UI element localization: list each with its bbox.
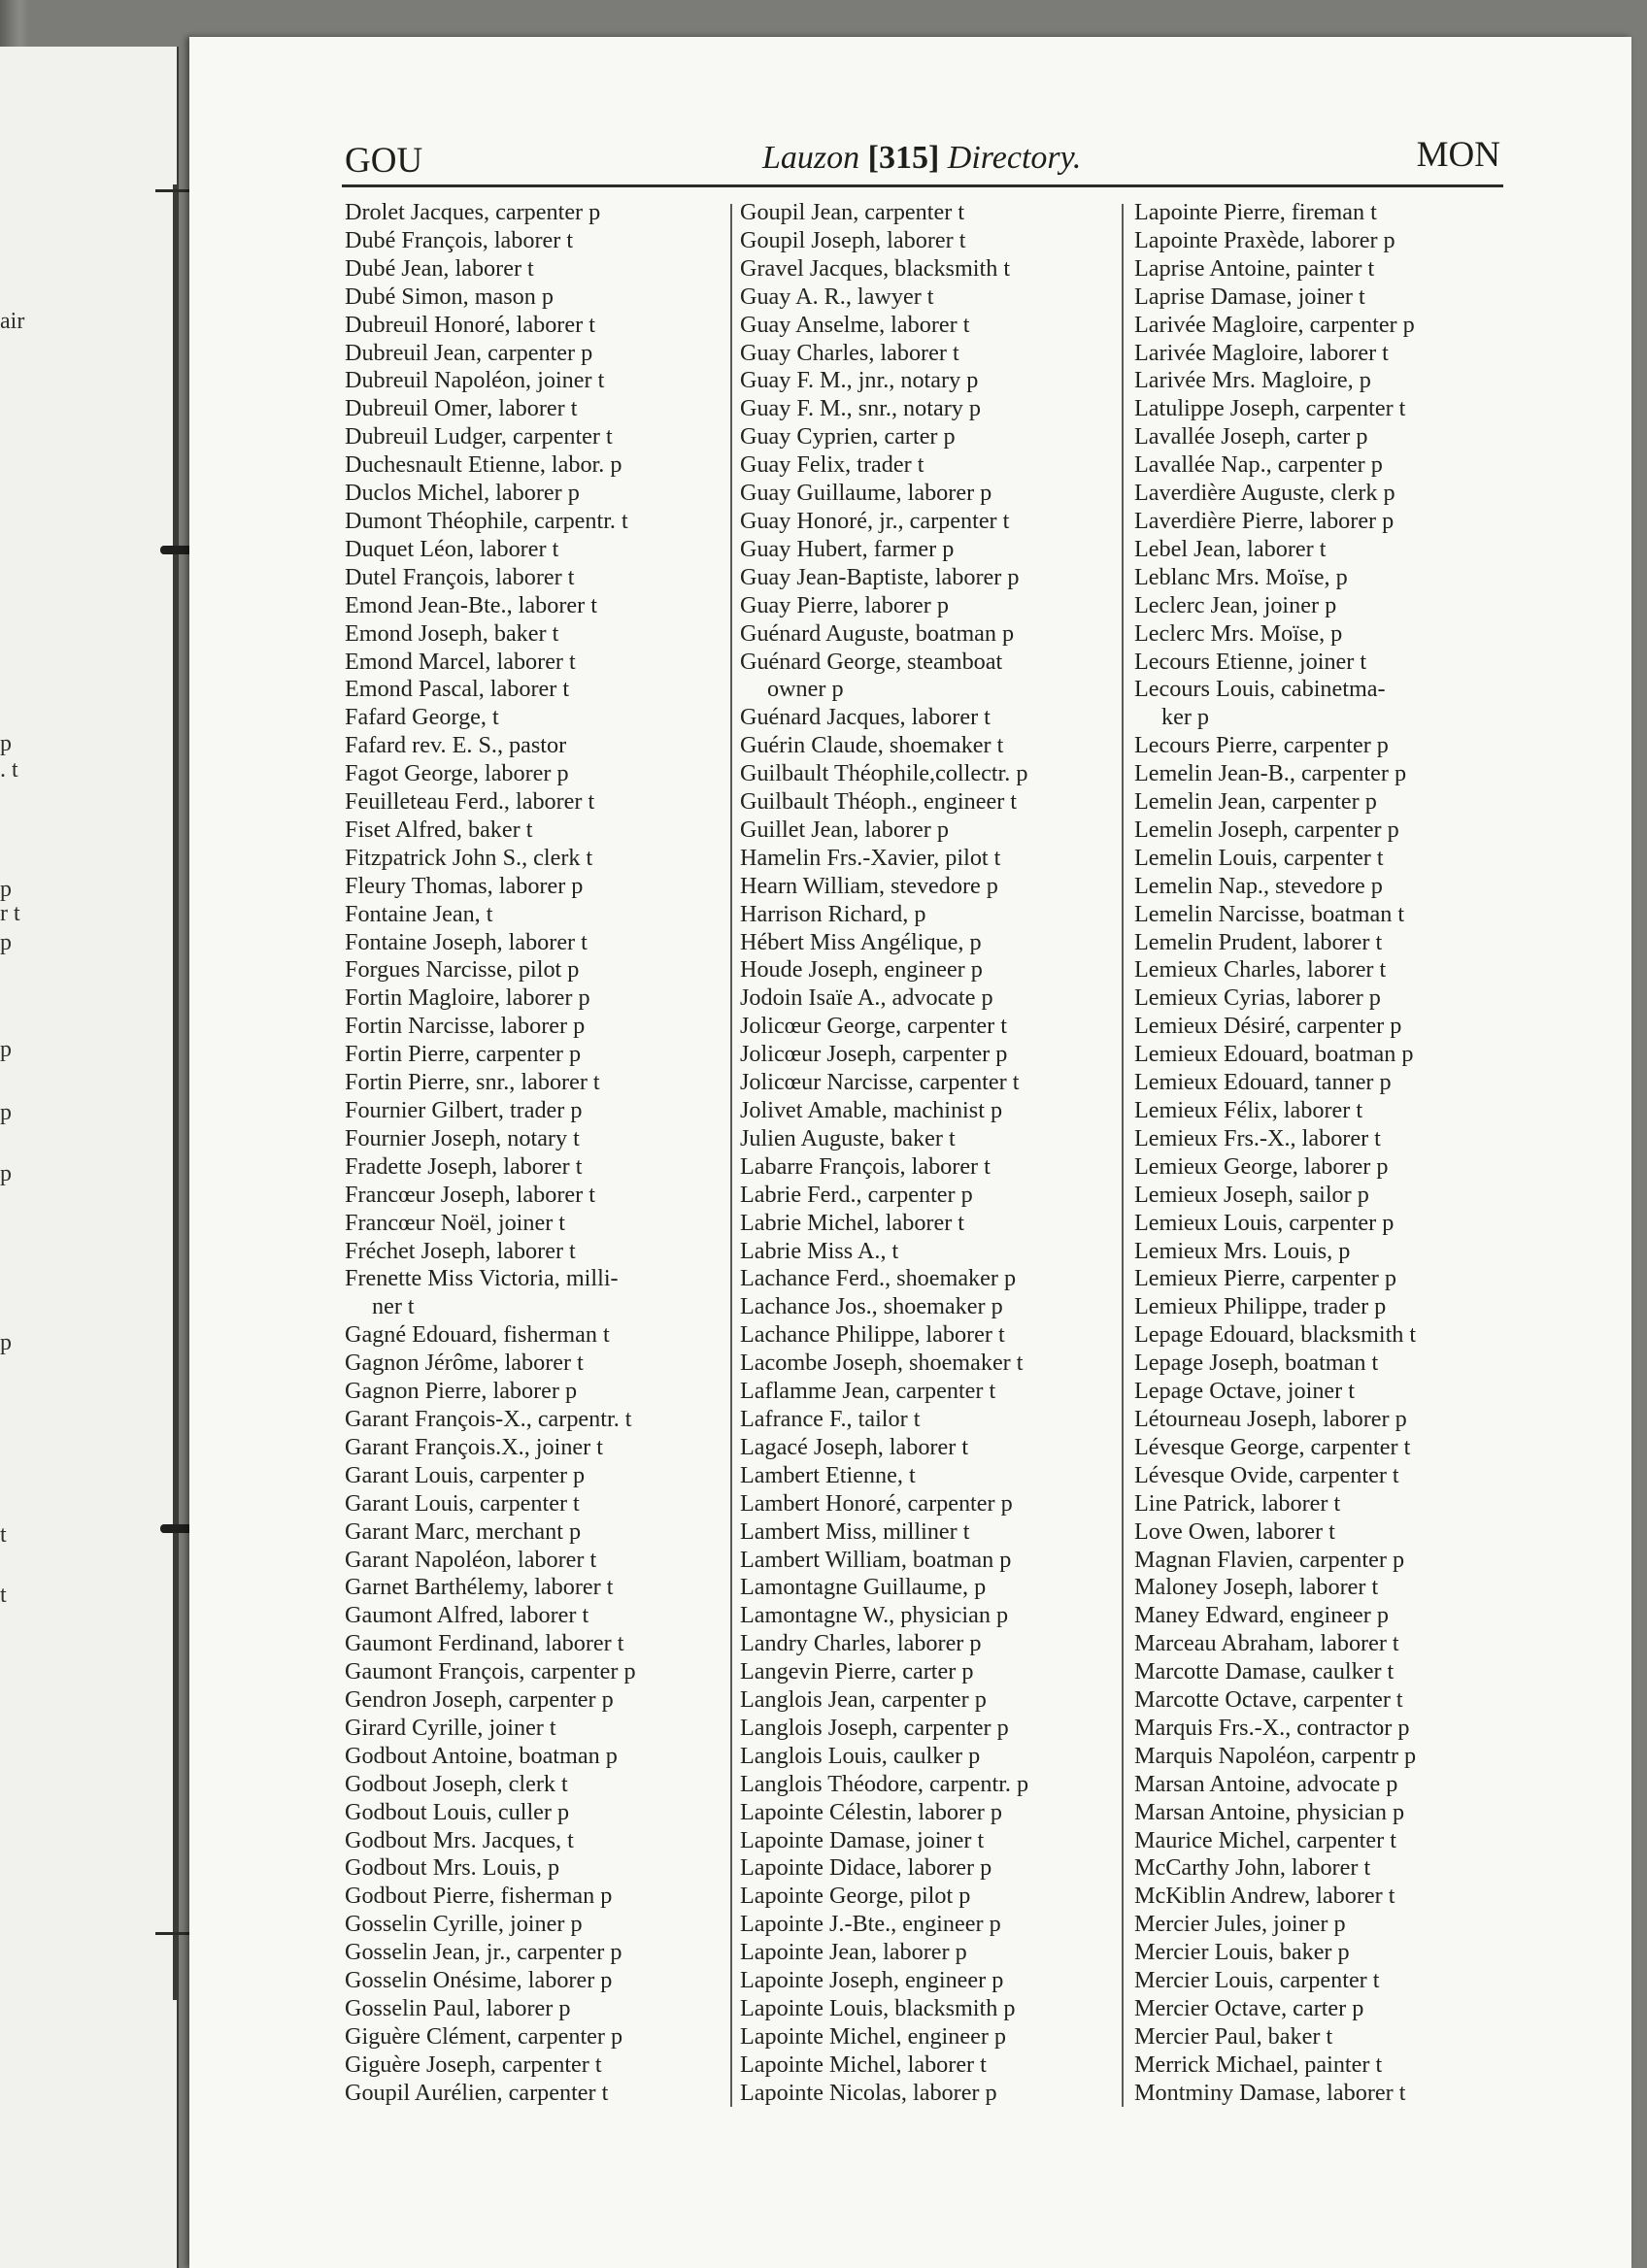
directory-entry: Laverdière Pierre, laborer p <box>1134 507 1395 534</box>
directory-entry: Mercier Jules, joiner p <box>1134 1911 1346 1938</box>
directory-entry: Dutel François, laborer t <box>345 563 575 590</box>
directory-entry: Dubreuil Jean, carpenter p <box>345 339 593 366</box>
directory-entry: Gosselin Onésime, laborer p <box>345 1967 613 1994</box>
directory-entry: Lemieux Edouard, tanner p <box>1134 1069 1392 1096</box>
directory-entry: Lemelin Prudent, laborer t <box>1134 928 1383 955</box>
directory-entry: Gosselin Cyrille, joiner p <box>345 1911 583 1938</box>
directory-entry: Fortin Pierre, carpenter p <box>345 1041 582 1068</box>
directory-entry: Dubreuil Napoléon, joiner t <box>345 367 605 394</box>
directory-entry: Lapointe Nicolas, laborer p <box>740 2079 997 2106</box>
directory-entry: Lemieux Cyrias, laborer p <box>1134 984 1381 1012</box>
directory-entry: Lemieux Philippe, trader p <box>1134 1293 1387 1320</box>
directory-entry: Marcotte Octave, carpenter t <box>1134 1686 1403 1714</box>
directory-entry: Jolicœur Narcisse, carpenter t <box>740 1069 1020 1096</box>
directory-entry: Francœur Joseph, laborer t <box>345 1181 595 1208</box>
previous-page-fragment: p <box>0 877 12 902</box>
directory-entry: Lachance Ferd., shoemaker p <box>740 1265 1017 1292</box>
directory-entry: Lemieux Charles, laborer t <box>1134 956 1387 984</box>
directory-entry: Houde Joseph, engineer p <box>740 956 983 984</box>
directory-entry: Garant Marc, merchant p <box>345 1518 582 1545</box>
directory-entry: Lemelin Nap., stevedore p <box>1134 872 1383 899</box>
directory-entry: Hébert Miss Angélique, p <box>740 928 982 955</box>
directory-entry: Lambert Honoré, carpenter p <box>740 1489 1013 1517</box>
directory-entry: Gaumont Ferdinand, laborer t <box>345 1630 624 1657</box>
directory-entry: Guay F. M., snr., notary p <box>740 395 981 422</box>
directory-entry: Garnet Barthélemy, laborer t <box>345 1574 614 1601</box>
directory-entry: Lemieux Désiré, carpenter p <box>1134 1013 1402 1040</box>
directory-entry: Fiset Alfred, baker t <box>345 816 533 843</box>
running-header <box>345 134 1500 184</box>
directory-entry: Labarre François, laborer t <box>740 1152 991 1180</box>
directory-entry: Guay Anselme, laborer t <box>740 311 970 338</box>
previous-page-fragment: p <box>0 731 12 756</box>
directory-entry: Fortin Magloire, laborer p <box>345 984 590 1012</box>
directory-entry: Mercier Octave, carter p <box>1134 1995 1364 2021</box>
directory-column-3 <box>1134 199 1523 2108</box>
directory-entry: Lagacé Joseph, laborer t <box>740 1433 969 1460</box>
directory-entry: Larivée Magloire, laborer t <box>1134 339 1389 366</box>
directory-entry: Gagné Edouard, fisherman t <box>345 1321 610 1349</box>
page-title <box>762 140 1081 177</box>
previous-page-fragment: air <box>0 309 25 334</box>
directory-entry: Lemieux Félix, laborer t <box>1134 1097 1363 1123</box>
directory-column-1 <box>345 199 733 2108</box>
directory-entry: Lavallée Joseph, carter p <box>1134 423 1368 450</box>
directory-entry: Lapointe Célestin, laborer p <box>740 1798 1003 1825</box>
directory-entry: Guay Guillaume, laborer p <box>740 480 992 507</box>
directory-entry: Fontaine Jean, t <box>345 900 493 927</box>
directory-entry: McCarthy John, laborer t <box>1134 1854 1371 1882</box>
directory-entry: Line Patrick, laborer t <box>1134 1489 1341 1517</box>
directory-entry: Guay Cyprien, carter p <box>740 423 956 450</box>
directory-entry: Lepage Octave, joiner t <box>1134 1378 1355 1405</box>
directory-entry: Garant Napoléon, laborer t <box>345 1546 597 1573</box>
previous-page-edge <box>0 47 179 2268</box>
directory-entry: Marquis Frs.-X., contractor p <box>1134 1714 1410 1741</box>
directory-entry: Francœur Noël, joiner t <box>345 1209 566 1236</box>
directory-entry: Larivée Magloire, carpenter p <box>1134 311 1415 338</box>
right-guide-word: MON <box>1416 135 1500 175</box>
directory-entry: Dubreuil Honoré, laborer t <box>345 311 595 338</box>
directory-entry: Godbout Mrs. Louis, p <box>345 1854 560 1882</box>
directory-entry: Guénard Auguste, boatman p <box>740 619 1015 647</box>
directory-entry: Fortin Pierre, snr., laborer t <box>345 1069 600 1096</box>
directory-entry: Guénard Jacques, laborer t <box>740 704 991 731</box>
directory-entry: Gagnon Jérôme, laborer t <box>345 1350 584 1377</box>
directory-entry: Lapointe Louis, blacksmith p <box>740 1995 1016 2021</box>
directory-entry: Lecours Pierre, carpenter p <box>1134 732 1389 759</box>
directory-entry: Dubé François, laborer t <box>345 226 574 253</box>
directory-entry: Emond Jean-Bte., laborer t <box>345 591 597 618</box>
directory-entry: Merrick Michael, painter t <box>1134 2051 1383 2078</box>
directory-entry: Lamontagne W., physician p <box>740 1602 1009 1629</box>
directory-entry: Magnan Flavien, carpenter p <box>1134 1546 1405 1573</box>
directory-entry: Dubreuil Omer, laborer t <box>345 395 578 422</box>
directory-entry: Emond Marcel, laborer t <box>345 648 576 675</box>
directory-entry: Jolivet Amable, machinist p <box>740 1097 1003 1123</box>
directory-entry: Lemelin Louis, carpenter t <box>1134 844 1384 871</box>
directory-entry: Lacombe Joseph, shoemaker t <box>740 1350 1024 1377</box>
directory-entry: Lemelin Jean-B., carpenter p <box>1134 760 1407 787</box>
directory-entry: Guénard George, steamboat <box>740 648 1003 675</box>
directory-entry: Lemieux Frs.-X., laborer t <box>1134 1124 1381 1151</box>
directory-entry: Hearn William, stevedore p <box>740 872 998 899</box>
directory-entry: Love Owen, laborer t <box>1134 1518 1335 1545</box>
previous-page-fragment: p <box>0 1037 12 1062</box>
directory-entry: Julien Auguste, baker t <box>740 1124 956 1151</box>
title-prefix: Lauzon <box>762 140 860 176</box>
directory-entry: Laflamme Jean, carpenter t <box>740 1378 996 1405</box>
directory-entry: Emond Pascal, laborer t <box>345 676 570 703</box>
directory-entry: Lambert William, boatman p <box>740 1546 1012 1573</box>
directory-entry: Lepage Joseph, boatman t <box>1134 1350 1379 1377</box>
directory-entry: ner t <box>372 1293 415 1320</box>
directory-entry: Leblanc Mrs. Moïse, p <box>1134 563 1348 590</box>
directory-entry: Godbout Joseph, clerk t <box>345 1770 568 1797</box>
directory-entry: Lebel Jean, laborer t <box>1134 535 1327 562</box>
directory-entry: Godbout Louis, culler p <box>345 1798 570 1825</box>
directory-entry: Guillet Jean, laborer p <box>740 816 949 843</box>
directory-entry: Gagnon Pierre, laborer p <box>345 1378 578 1405</box>
directory-entry: Larivée Mrs. Magloire, p <box>1134 367 1371 394</box>
directory-entry: Langevin Pierre, carter p <box>740 1658 974 1685</box>
left-guide-word: GOU <box>345 141 423 181</box>
directory-entry: Guay Jean-Baptiste, laborer p <box>740 563 1020 590</box>
directory-entry: Duchesnault Etienne, labor. p <box>345 451 622 479</box>
directory-entry: Garant Louis, carpenter t <box>345 1489 580 1517</box>
directory-entry: Lapointe Didace, laborer p <box>740 1854 992 1882</box>
directory-entry: owner p <box>767 676 844 703</box>
directory-entry: Frenette Miss Victoria, milli- <box>345 1265 619 1292</box>
directory-entry: Lapointe Michel, engineer p <box>740 2022 1007 2050</box>
directory-entry: Marceau Abraham, laborer t <box>1134 1630 1399 1657</box>
previous-page-fragment: . t <box>0 757 18 783</box>
directory-entry: Latulippe Joseph, carpenter t <box>1134 395 1406 422</box>
previous-page-fragment: r t <box>0 901 20 926</box>
directory-entry: Maurice Michel, carpenter t <box>1134 1826 1396 1853</box>
directory-entry: Duquet Léon, laborer t <box>345 535 559 562</box>
directory-entry: Lapointe Jean, laborer p <box>740 1939 967 1966</box>
directory-entry: Fagot George, laborer p <box>345 760 569 787</box>
directory-entry: Lafrance F., tailor t <box>740 1405 921 1432</box>
directory-entry: Guay A. R., lawyer t <box>740 283 934 310</box>
directory-entry: Hamelin Frs.-Xavier, pilot t <box>740 844 1001 871</box>
directory-entry: Gaumont Alfred, laborer t <box>345 1602 589 1629</box>
directory-entry: Fleury Thomas, laborer p <box>345 872 584 899</box>
directory-entry: Lachance Jos., shoemaker p <box>740 1293 1003 1320</box>
directory-entry: Mercier Louis, baker p <box>1134 1939 1350 1966</box>
directory-entry: Forgues Narcisse, pilot p <box>345 956 580 984</box>
directory-entry: Fournier Joseph, notary t <box>345 1124 580 1151</box>
directory-entry: Feuilleteau Ferd., laborer t <box>345 788 595 816</box>
directory-entry: Lavallée Nap., carpenter p <box>1134 451 1383 479</box>
previous-page-fragment: p <box>0 1330 12 1355</box>
directory-entry: Dubreuil Ludger, carpenter t <box>345 423 613 450</box>
directory-entry: Goupil Joseph, laborer t <box>740 226 966 253</box>
directory-entry: Lecours Etienne, joiner t <box>1134 648 1367 675</box>
directory-entry: Lévesque Ovide, carpenter t <box>1134 1461 1399 1488</box>
directory-entry: Guilbault Théoph., engineer t <box>740 788 1018 816</box>
previous-page-fragment: t <box>0 1522 7 1548</box>
directory-entry: Lamontagne Guillaume, p <box>740 1574 987 1601</box>
directory-entry: Lapointe Damase, joiner t <box>740 1826 985 1853</box>
binding-thread <box>173 184 177 2000</box>
directory-entry: Fournier Gilbert, trader p <box>345 1097 583 1123</box>
directory-entry: Harrison Richard, p <box>740 900 926 927</box>
directory-entry: Lapointe Joseph, engineer p <box>740 1967 1004 1994</box>
directory-entry: Lapointe Praxède, laborer p <box>1134 226 1395 253</box>
directory-entry: Fontaine Joseph, laborer t <box>345 928 588 955</box>
directory-entry: Gravel Jacques, blacksmith t <box>740 254 1011 282</box>
directory-entry: Emond Joseph, baker t <box>345 619 559 647</box>
directory-entry: Mercier Paul, baker t <box>1134 2022 1333 2050</box>
directory-entry: Labrie Miss A., t <box>740 1237 899 1264</box>
directory-entry: Lapointe Pierre, fireman t <box>1134 199 1377 225</box>
directory-entry: Guay F. M., jnr., notary p <box>740 367 979 394</box>
directory-entry: Laprise Damase, joiner t <box>1134 283 1365 310</box>
directory-entry: Guay Charles, laborer t <box>740 339 959 366</box>
directory-entry: Fréchet Joseph, laborer t <box>345 1237 576 1264</box>
directory-entry: Lecours Louis, cabinetma- <box>1134 676 1386 703</box>
directory-entry: Jodoin Isaïe A., advocate p <box>740 984 993 1012</box>
directory-entry: Fortin Narcisse, laborer p <box>345 1013 586 1040</box>
directory-column-2 <box>740 199 1128 2108</box>
directory-entry: ker p <box>1161 704 1210 731</box>
directory-entry: Jolicœur Joseph, carpenter p <box>740 1041 1008 1068</box>
directory-entry: Fafard rev. E. S., pastor <box>345 732 567 759</box>
directory-entry: Gaumont François, carpenter p <box>345 1658 636 1685</box>
directory-entry: Langlois Théodore, carpentr. p <box>740 1770 1029 1797</box>
directory-entry: Drolet Jacques, carpenter p <box>345 199 601 225</box>
directory-entry: Leclerc Mrs. Moïse, p <box>1134 619 1343 647</box>
directory-entry: Lambert Miss, milliner t <box>740 1518 970 1545</box>
directory-entry: Guilbault Théophile,collectr. p <box>740 760 1028 787</box>
directory-entry: Laprise Antoine, painter t <box>1134 254 1375 282</box>
directory-entry: Lapointe J.-Bte., engineer p <box>740 1911 1001 1938</box>
directory-entry: Lévesque George, carpenter t <box>1134 1433 1411 1460</box>
directory-entry: Marsan Antoine, advocate p <box>1134 1770 1398 1797</box>
directory-entry: Gendron Joseph, carpenter p <box>345 1686 614 1714</box>
directory-entry: Leclerc Jean, joiner p <box>1134 591 1337 618</box>
directory-entry: Fradette Joseph, laborer t <box>345 1152 583 1180</box>
directory-entry: Maloney Joseph, laborer t <box>1134 1574 1379 1601</box>
directory-entry: Labrie Michel, laborer t <box>740 1209 965 1236</box>
directory-entry: Lemieux Joseph, sailor p <box>1134 1181 1369 1208</box>
directory-entry: Fafard George, t <box>345 704 499 731</box>
directory-entry: Guérin Claude, shoemaker t <box>740 732 1004 759</box>
directory-entry: Langlois Louis, caulker p <box>740 1742 981 1769</box>
directory-entry: Langlois Joseph, carpenter p <box>740 1714 1009 1741</box>
directory-entry: Maney Edward, engineer p <box>1134 1602 1389 1629</box>
directory-entry: Giguère Joseph, carpenter t <box>345 2051 602 2078</box>
directory-entry: Guay Pierre, laborer p <box>740 591 949 618</box>
directory-entry: Mercier Louis, carpenter t <box>1134 1967 1380 1994</box>
directory-entry: Laverdière Auguste, clerk p <box>1134 480 1395 507</box>
page-number: [315] <box>867 140 940 176</box>
directory-entry: Lemelin Jean, carpenter p <box>1134 788 1377 816</box>
directory-entry: Guay Hubert, farmer p <box>740 535 955 562</box>
directory-entry: Lemieux George, laborer p <box>1134 1152 1389 1180</box>
directory-entry: Fitzpatrick John S., clerk t <box>345 844 593 871</box>
previous-page-fragment: p <box>0 1100 12 1125</box>
directory-entry: Dumont Théophile, carpentr. t <box>345 507 628 534</box>
directory-entry: Goupil Jean, carpenter t <box>740 199 965 225</box>
directory-entry: Lambert Etienne, t <box>740 1461 916 1488</box>
directory-entry: Lemieux Mrs. Louis, p <box>1134 1237 1351 1264</box>
title-suffix: Directory. <box>947 140 1082 176</box>
directory-entry: McKiblin Andrew, laborer t <box>1134 1883 1395 1910</box>
directory-entry: Marsan Antoine, physician p <box>1134 1798 1405 1825</box>
directory-entry: Lemieux Pierre, carpenter p <box>1134 1265 1396 1292</box>
directory-entry: Langlois Jean, carpenter p <box>740 1686 987 1714</box>
directory-entry: Godbout Mrs. Jacques, t <box>345 1826 574 1853</box>
directory-entry: Lemieux Louis, carpenter p <box>1134 1209 1395 1236</box>
directory-entry: Lepage Edouard, blacksmith t <box>1134 1321 1417 1349</box>
directory-entry: Guay Honoré, jr., carpenter t <box>740 507 1010 534</box>
header-rule <box>342 184 1503 187</box>
directory-entry: Garant Louis, carpenter p <box>345 1461 586 1488</box>
directory-entry: Gosselin Paul, laborer p <box>345 1995 571 2021</box>
directory-entry: Landry Charles, laborer p <box>740 1630 982 1657</box>
previous-page-fragment: p <box>0 1161 12 1186</box>
directory-entry: Labrie Ferd., carpenter p <box>740 1181 973 1208</box>
directory-entry: Dubé Simon, mason p <box>345 283 554 310</box>
directory-entry: Dubé Jean, laborer t <box>345 254 534 282</box>
directory-entry: Godbout Pierre, fisherman p <box>345 1883 613 1910</box>
directory-entry: Giguère Clément, carpenter p <box>345 2022 623 2050</box>
directory-entry: Lapointe Michel, laborer t <box>740 2051 987 2078</box>
directory-entry: Marquis Napoléon, carpentr p <box>1134 1742 1417 1769</box>
directory-entry: Montminy Damase, laborer t <box>1134 2079 1406 2106</box>
directory-entry: Garant François.X., joiner t <box>345 1433 603 1460</box>
directory-entry: Garant François-X., carpentr. t <box>345 1405 632 1432</box>
directory-entry: Godbout Antoine, boatman p <box>345 1742 618 1769</box>
directory-entry: Marcotte Damase, caulker t <box>1134 1658 1395 1685</box>
previous-page-fragment: p <box>0 930 12 955</box>
directory-entry: Lemelin Joseph, carpenter p <box>1134 816 1399 843</box>
directory-entry: Jolicœur George, carpenter t <box>740 1013 1007 1040</box>
directory-entry: Lemelin Narcisse, boatman t <box>1134 900 1405 927</box>
directory-entry: Lapointe George, pilot p <box>740 1883 971 1910</box>
directory-entry: Girard Cyrille, joiner t <box>345 1714 556 1741</box>
directory-entry: Létourneau Joseph, laborer p <box>1134 1405 1407 1432</box>
directory-entry: Guay Felix, trader t <box>740 451 924 479</box>
directory-entry: Lachance Philippe, laborer t <box>740 1321 1005 1349</box>
directory-entry: Duclos Michel, laborer p <box>345 480 580 507</box>
directory-entry: Gosselin Jean, jr., carpenter p <box>345 1939 622 1966</box>
directory-entry: Goupil Aurélien, carpenter t <box>345 2079 609 2106</box>
previous-page-fragment: t <box>0 1583 7 1608</box>
directory-entry: Lemieux Edouard, boatman p <box>1134 1041 1414 1068</box>
